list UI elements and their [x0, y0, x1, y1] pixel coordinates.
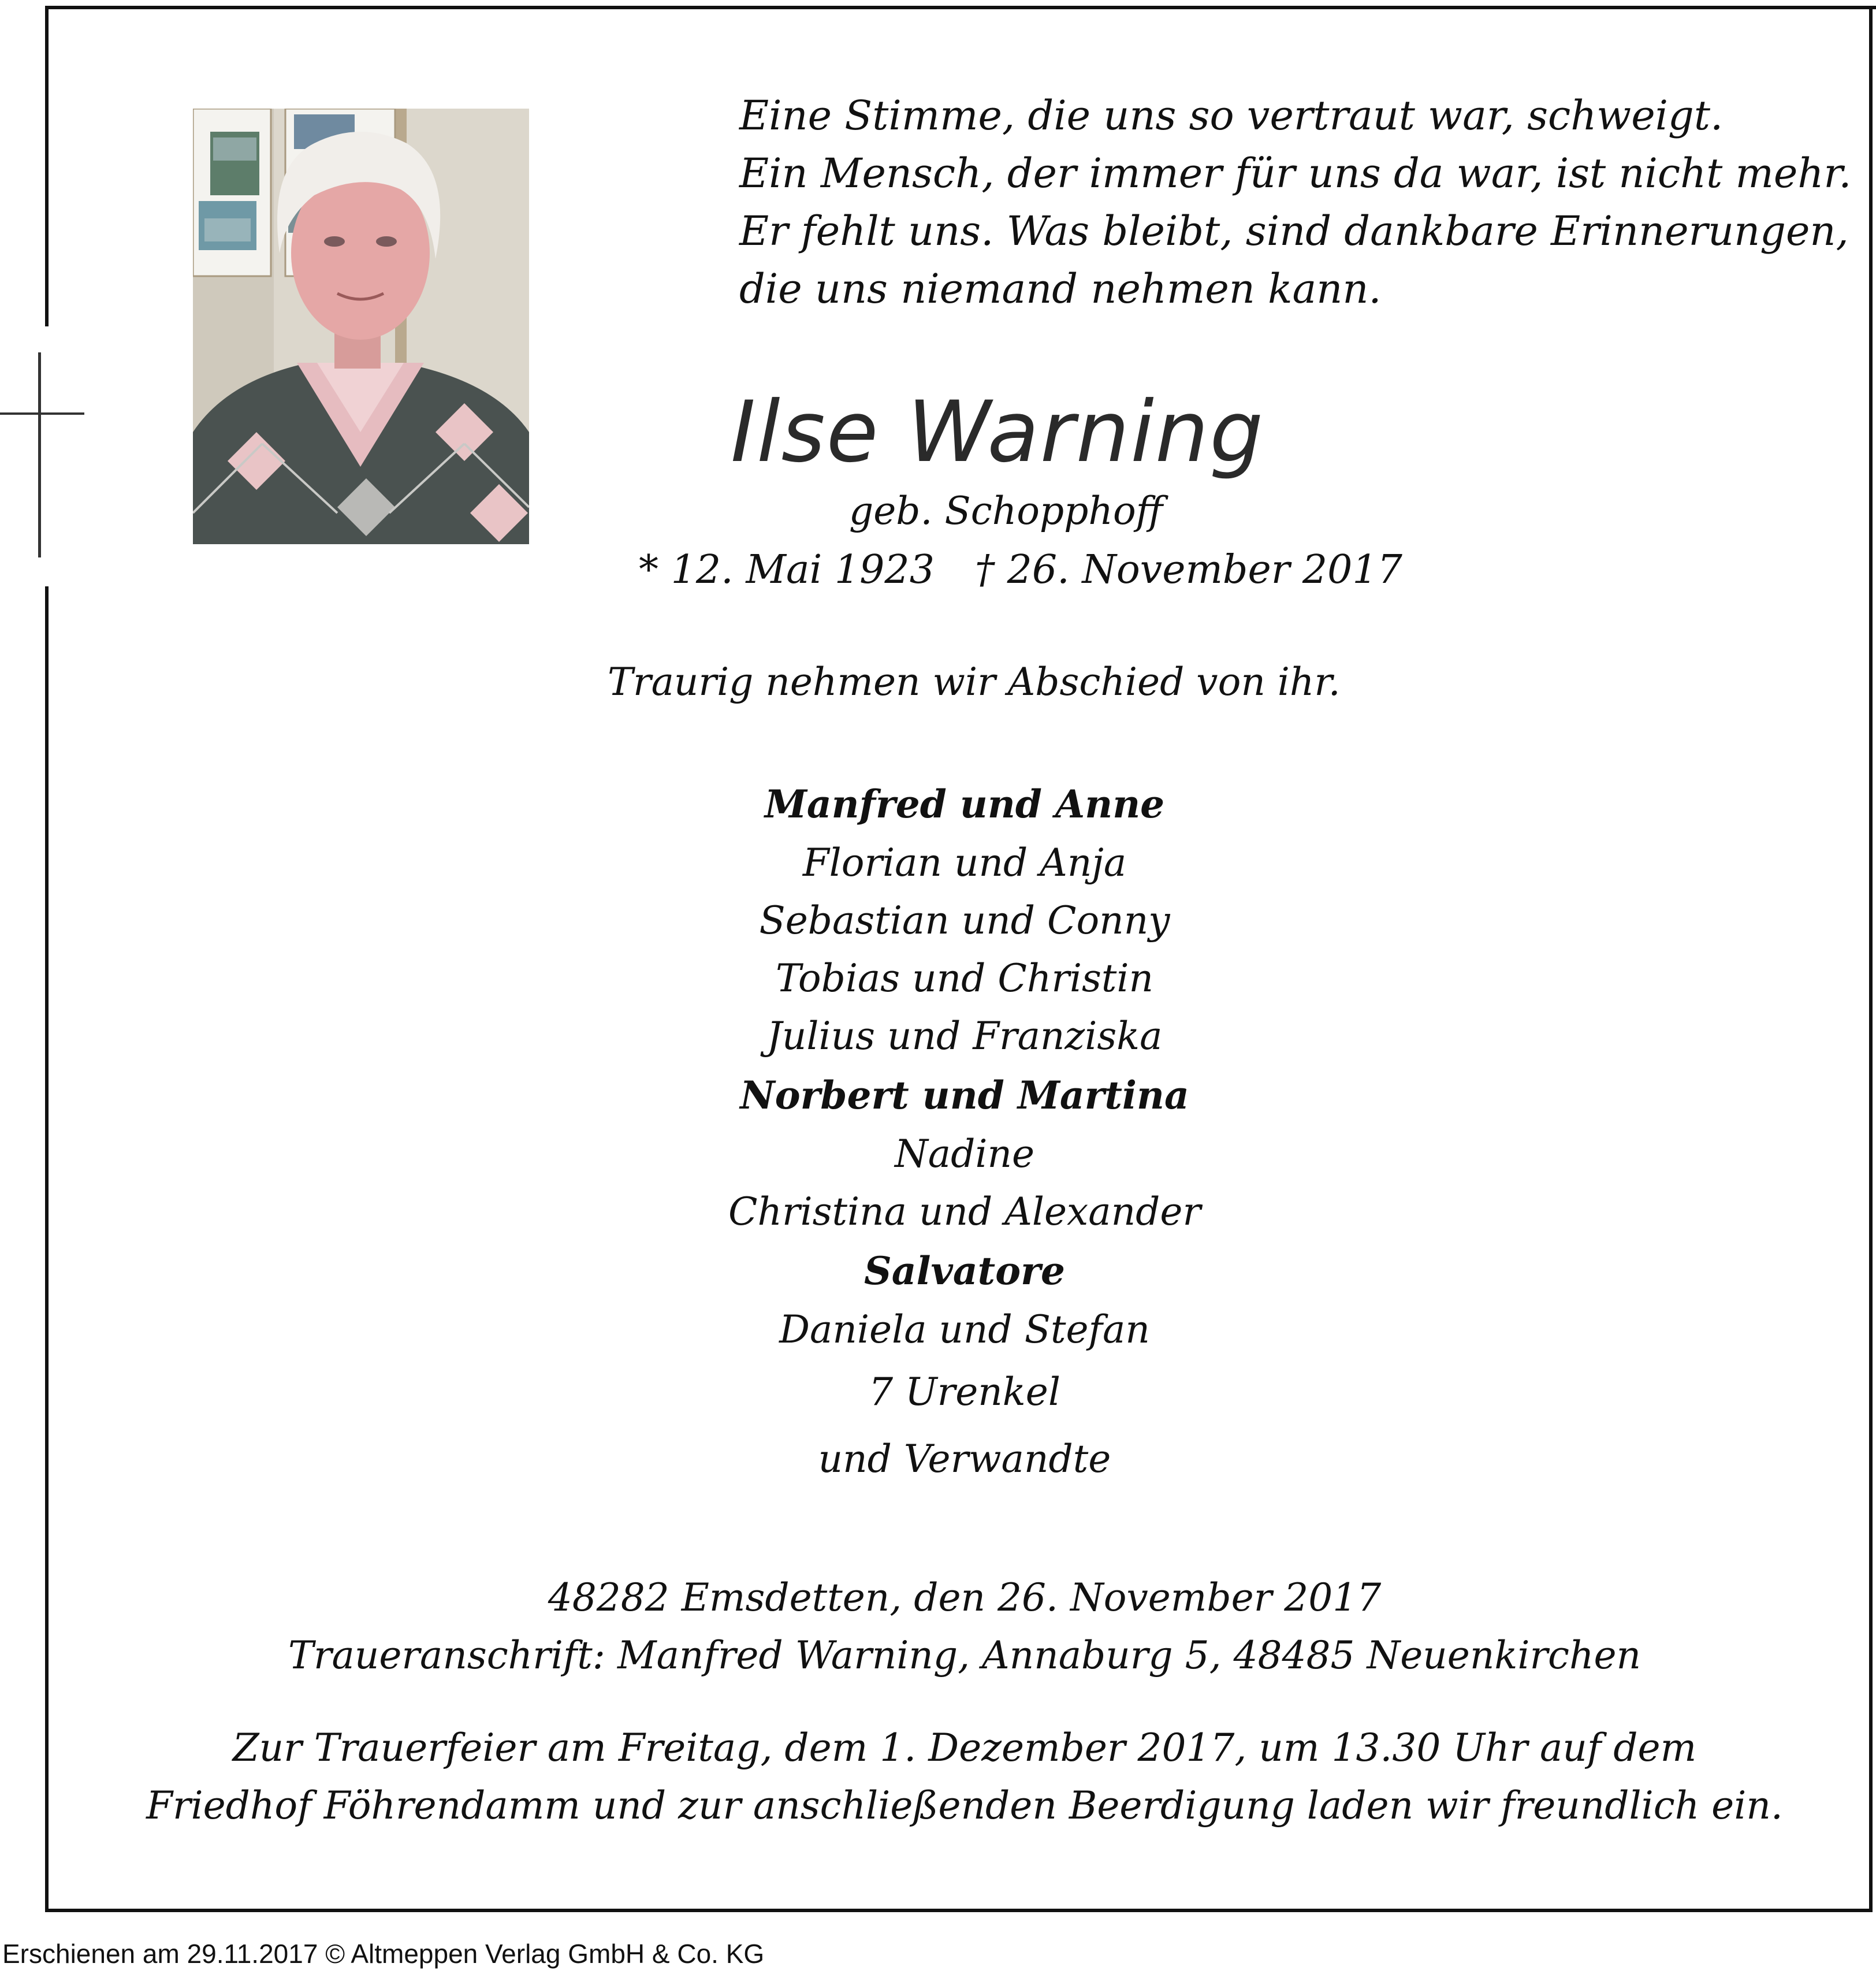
verse-line: Er fehlt uns. Was bleibt, sind dankbare Erinnerungen,: [739, 207, 1849, 255]
great-grandchildren: 7 Urenkel: [869, 1370, 1060, 1414]
mourner-name: Daniela und Stefan: [779, 1307, 1150, 1352]
mourner-name: Christina und Alexander: [728, 1189, 1201, 1234]
verse-line: die uns niemand nehmen kann.: [739, 265, 1382, 313]
verse-line: Eine Stimme, die uns so vertraut war, schweigt.: [739, 92, 1724, 139]
mourners-list: [618, 774, 1311, 1493]
cross-icon: [0, 347, 87, 560]
mourner-name: Florian und Anja: [802, 841, 1127, 885]
verse-line: Ein Mensch, der immer für uns da war, ist nicht mehr.: [739, 150, 1852, 197]
frame-left-border-upper: [45, 6, 49, 326]
mourner-name: Julius und Franziska: [766, 1014, 1163, 1058]
relatives: und Verwandte: [818, 1437, 1111, 1481]
mourning-address: Traueranschrift: Manfred Warning, Annaburg 5, 48485 Neuenkirchen: [288, 1633, 1642, 1678]
funeral-service-info: [116, 1719, 1814, 1835]
frame-left-border-lower: [45, 586, 49, 1912]
memorial-verse: [739, 87, 1852, 318]
farewell-line: Traurig nehmen wir Abschied von ihr.: [608, 660, 1341, 704]
frame-right-border: [1869, 6, 1873, 1912]
mourner-name: Nadine: [894, 1132, 1035, 1176]
service-line: Zur Trauerfeier am Freitag, dem 1. Dezember 2017, um 13.30 Uhr auf dem: [232, 1726, 1697, 1770]
mourner-name: Sebastian und Conny: [759, 898, 1170, 943]
service-line: Friedhof Föhrendamm und zur anschließenden Beerdigung laden wir freundlich ein.: [146, 1783, 1783, 1828]
frame-top-border: [45, 6, 1876, 9]
mourner-group-head: Salvatore: [864, 1248, 1065, 1293]
frame-bottom-border: [45, 1909, 1873, 1912]
life-dates: [639, 544, 1402, 596]
birth-name: geb. Schopphoff: [849, 489, 1163, 533]
mourner-group-head: Norbert und Martina: [740, 1073, 1189, 1118]
portrait-photo: [193, 109, 529, 544]
publication-footer: Erschienen am 29.11.2017 © Altmeppen Verlag GmbH & Co. KG: [2, 1939, 765, 1969]
birth-date: * 12. Mai 1923: [639, 547, 935, 593]
death-date: † 26. November 2017: [974, 547, 1402, 593]
mourner-name: Tobias und Christin: [775, 956, 1154, 1001]
place-and-address: [116, 1569, 1814, 1685]
mourner-group-head: Manfred und Anne: [764, 782, 1165, 827]
place-date-line: 48282 Emsdetten, den 26. November 2017: [548, 1575, 1382, 1620]
deceased-name: Ilse Warning: [731, 383, 1265, 481]
